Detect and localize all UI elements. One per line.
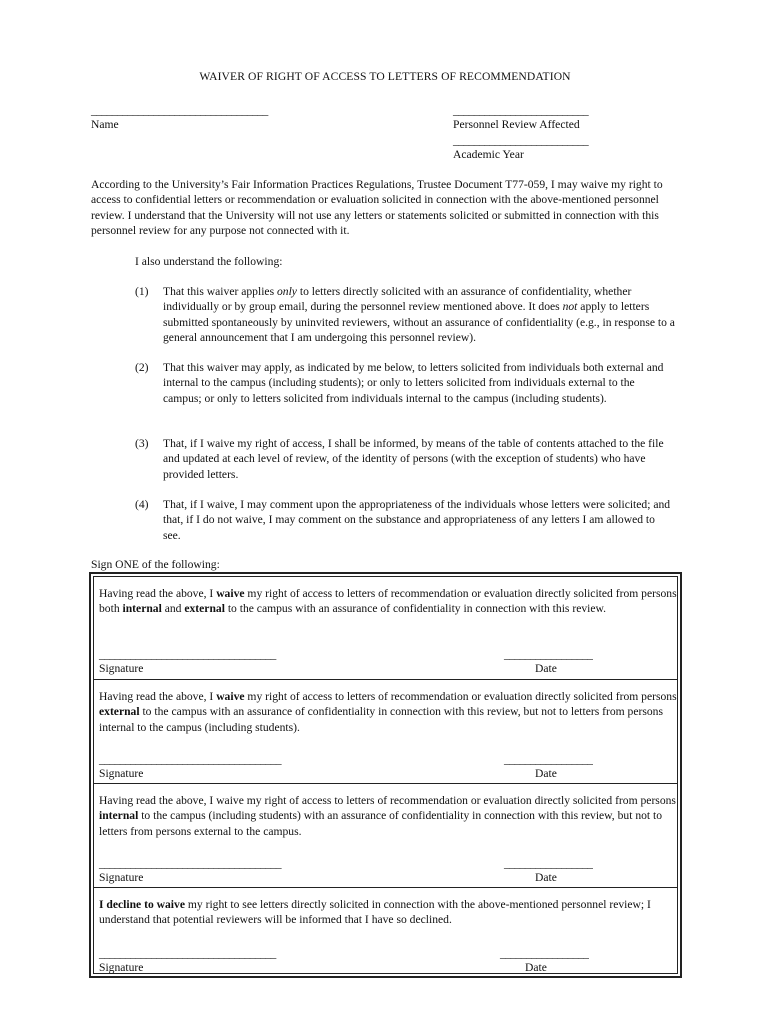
also-understand-label: I also understand the following:	[135, 255, 283, 268]
date-label: Date	[535, 767, 557, 780]
form-title: WAIVER OF RIGHT OF ACCESS TO LETTERS OF RECOMMENDATION	[199, 70, 571, 83]
item-number: (3)	[135, 437, 149, 450]
signature-label: Signature	[99, 662, 144, 675]
item-text: That this waiver applies only to letters directly solicited with an assurance of confidentiality, whether individually or by group email, during the personnel review mentioned above. It does not apply to letters submitted spontaneously by uninvited reviewers, without an assurance of confidentiality (e.g., in response to a general announcement that I am undergoing this personnel review).	[163, 285, 675, 345]
date-line[interactable]: _________________	[504, 648, 593, 661]
option-waive-both	[94, 577, 677, 679]
date-line[interactable]: _________________	[504, 753, 593, 766]
signature-line[interactable]: __________________________________	[99, 648, 276, 661]
signature-line[interactable]: __________________________________	[99, 947, 276, 960]
personnel-review-line[interactable]: __________________________	[453, 104, 589, 117]
date-label: Date	[535, 662, 557, 675]
sign-one-heading: Sign ONE of the following:	[91, 558, 220, 571]
item-text: That this waiver may apply, as indicated by me below, to letters solicited from individuals both external and internal to the campus (including students); or only to letters solicited from individuals external to the campus; or only to letters solicited from individuals internal to the campus (including students).	[163, 361, 664, 405]
signature-line[interactable]: ___________________________________	[99, 753, 281, 766]
option-text: Having read the above, I waive my right of access to letters of recommendation or evaluation directly solicited from persons external to the campus with an assurance of confidentiality in connection with this review, but not to letters from persons internal to the campus (including students).	[99, 690, 677, 734]
academic-year-line[interactable]: __________________________	[453, 134, 589, 147]
personnel-review-label: Personnel Review Affected	[453, 118, 580, 131]
signature-label: Signature	[99, 961, 144, 974]
date-label: Date	[535, 871, 557, 884]
option-text: Having read the above, I waive my right of access to letters of recommendation or evaluation directly solicited from persons internal to the campus (including students) with an assurance of confidentiality in connection with this review, but not to letters from persons external to the campus.	[99, 794, 676, 838]
option-waive-internal	[94, 783, 677, 888]
signature-label: Signature	[99, 871, 144, 884]
name-label: Name	[91, 118, 119, 131]
academic-year-label: Academic Year	[453, 148, 524, 161]
options-box-inner	[93, 576, 678, 974]
date-line[interactable]: _________________	[500, 947, 589, 960]
option-waive-external	[94, 679, 677, 784]
date-label: Date	[525, 961, 547, 974]
date-line[interactable]: _________________	[504, 857, 593, 870]
item-text: That, if I waive, I may comment upon the appropriateness of the individuals whose letters were solicited; and that, if I do not waive, I may comment on the substance and appropriateness of any letters I am allowed to see.	[163, 498, 671, 542]
item-number: (4)	[135, 498, 149, 511]
options-box	[89, 572, 682, 978]
intro-paragraph: According to the University’s Fair Information Practices Regulations, Trustee Document T77-059, I may waive my right to access to confidential letters or recommendation or evaluation solicited in connection with the above-mentioned personnel review. I understand that the University will not use any letters or statements solicited or submitted in connection with this personnel review for any purpose not connected with it.	[91, 178, 663, 238]
name-line[interactable]: __________________________________	[91, 104, 268, 117]
signature-label: Signature	[99, 767, 144, 780]
signature-line[interactable]: ___________________________________	[99, 857, 281, 870]
item-text: That, if I waive my right of access, I shall be informed, by means of the table of contents attached to the file and updated at each level of review, of the identity of persons (with the exception of students) who have provided letters.	[163, 437, 664, 481]
item-number: (2)	[135, 361, 149, 374]
option-text: I decline to waive my right to see letters directly solicited in connection with the above-mentioned personnel review; I understand that potential reviewers will be informed that I have so declined.	[99, 898, 651, 927]
option-text: Having read the above, I waive my right of access to letters of recommendation or evaluation directly solicited from persons both internal and external to the campus with an assurance of confidentiality in connection with this review.	[99, 587, 677, 616]
item-number: (1)	[135, 285, 149, 298]
option-decline-waive	[94, 887, 677, 978]
